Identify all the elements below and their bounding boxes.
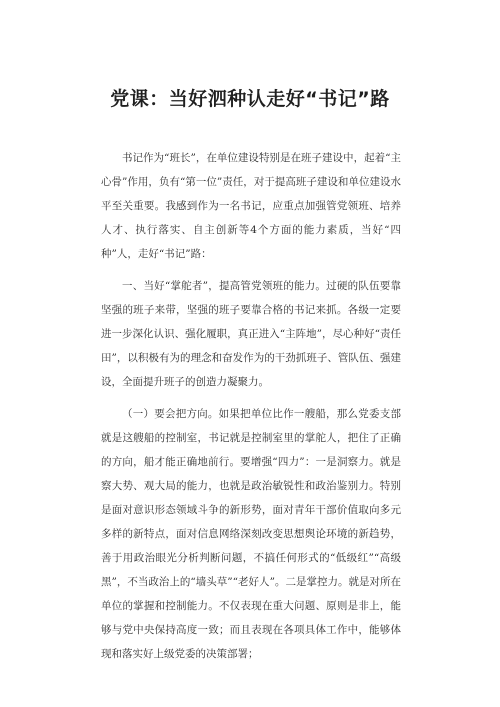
page-title: 党课：当好泗种认走好“书记”路 <box>110 88 390 110</box>
paragraph-subsection-one: （一）要会把方向。如果把单位比作一艘船，那么党委支部就是这艘船的控制室，书记就是控制室里的掌舵人，把住了正确的方向，船才能正确地前行。要增强“四力”：一是洞察力。就是察大势、观大局的能力，也就是政治敏锐性和政治鉴别力。特别是面对意识形态领域斗争的新形势，面对青年干部价值取向多元多样的新特点，面对信息网络深刻改变思想舆论环境的新趋势，善于用政治眼光分析判断问题，不搞任何形式的“低级红”“高级黑”，不当政治上的“墙头草”“老好人”。二是掌控力。就是对所在单位的掌握和控制能力。不仅表现在重大问题、原则是非上，能够与党中央保持高度一致；而且表现在各项具体工作中，能够体现和落实好上级党委的决策部署； <box>101 408 401 660</box>
document-body <box>101 146 401 674</box>
paragraph-section-one: 一、当好“掌舵者”，提高管党领班的能力。过硬的队伍要靠坚强的班子来带，坚强的班子要靠合格的书记来抓。各级一定要进一步深化认识、强化履职，真正进入“主阵地”，尽心种好“责任田”，以积极有为的理念和奋发作为的干劲抓班子、管队伍、强建设，全面提升班子的创造力凝聚力。 <box>101 280 401 388</box>
paragraph-intro: 书记作为“班长”，在单位建设特别是在班子建设中，起着“主心骨”作用，负有“第一位”责任，对于提高班子建设和单位建设水平至关重要。我感到作为一名书记，应重点加强管党领班、培养人才、执行落实、自主创新等4个方面的能力素质，当好“四种”人，走好“书记”路： <box>101 152 401 260</box>
